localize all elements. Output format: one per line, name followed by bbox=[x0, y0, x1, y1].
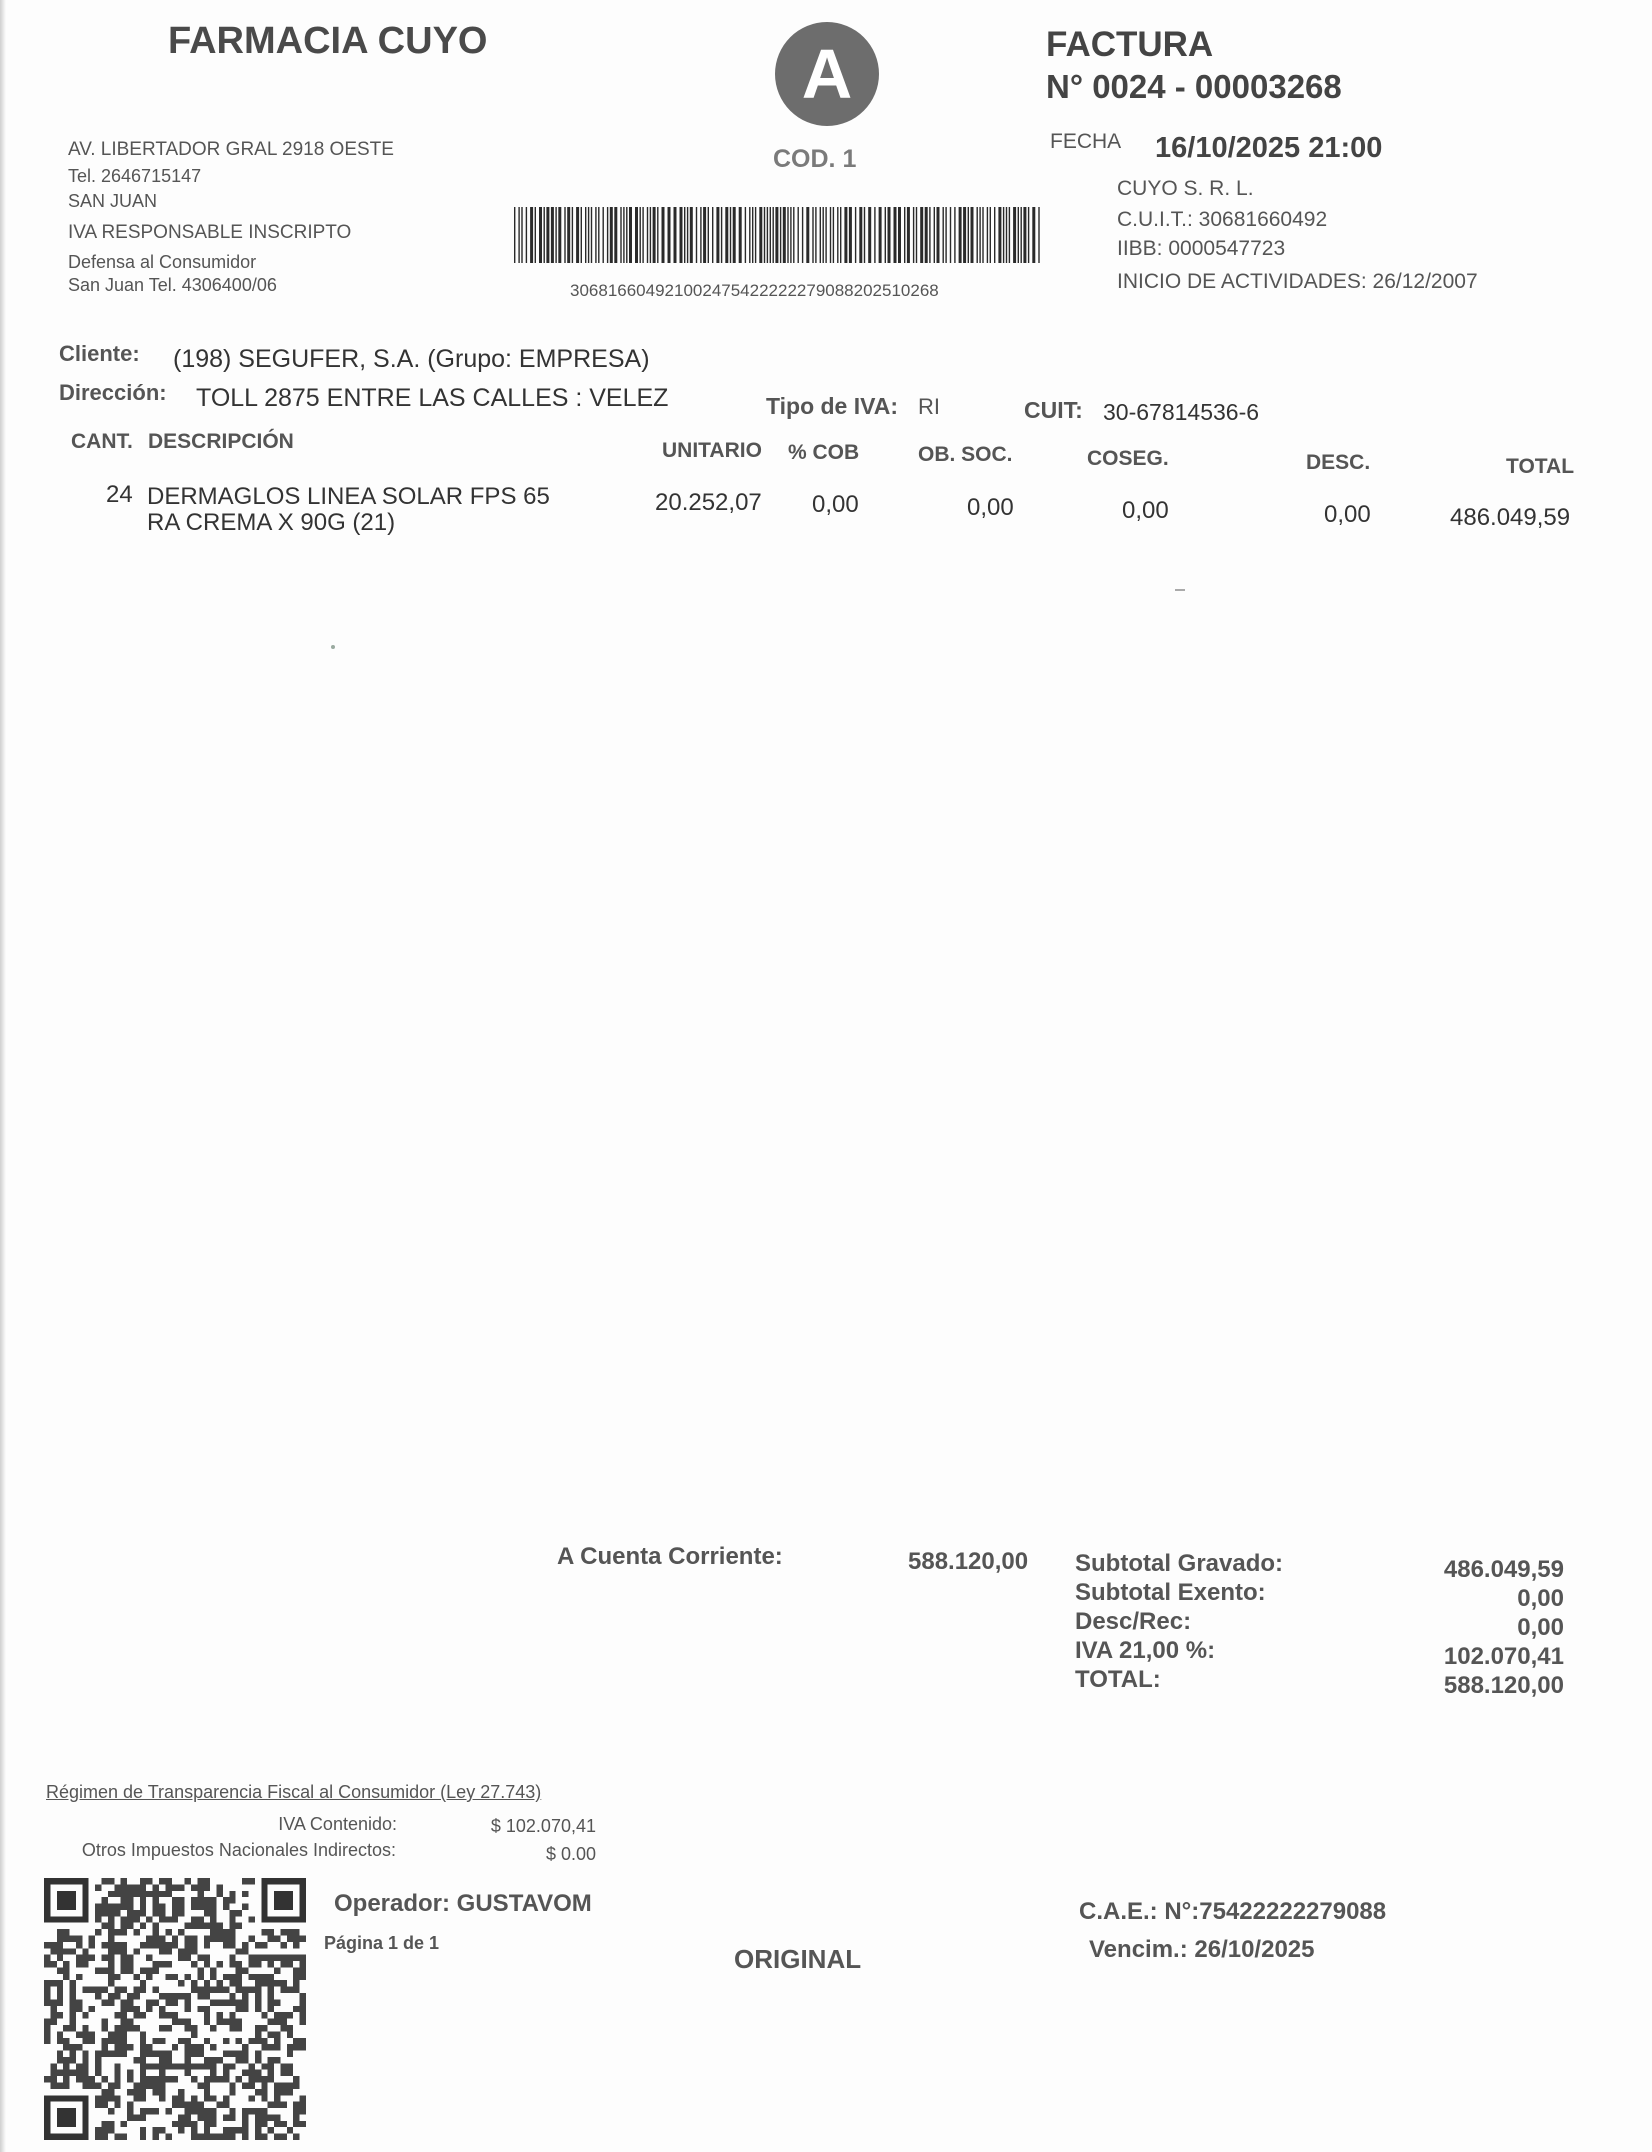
header-coseg: COSEG. bbox=[1087, 447, 1169, 470]
issuer-address: AV. LIBERTADOR GRAL 2918 OESTE bbox=[68, 139, 394, 160]
client-name: (198) SEGUFER, S.A. (Grupo: EMPRESA) bbox=[173, 345, 650, 373]
header-qty: CANT. bbox=[71, 430, 133, 453]
cae-expiry: Vencim.: 26/10/2025 bbox=[1089, 1936, 1315, 1963]
invoice-code: COD. 1 bbox=[773, 145, 857, 173]
subtotal-gravado-label: Subtotal Gravado: bbox=[1075, 1550, 1284, 1577]
header-total: TOTAL bbox=[1506, 455, 1575, 478]
client-address: TOLL 2875 ENTRE LAS CALLES : VELEZ bbox=[196, 384, 669, 412]
issuer-name: FARMACIA CUYO bbox=[168, 20, 488, 62]
row-qty: 24 bbox=[106, 481, 133, 508]
date-label: FECHA bbox=[1050, 130, 1122, 153]
invoice-letter-badge: A bbox=[775, 22, 879, 126]
subtotal-exento-label: Subtotal Exento: bbox=[1075, 1579, 1266, 1606]
client-cuit: 30-67814536-6 bbox=[1103, 399, 1260, 425]
client-label: Cliente: bbox=[59, 341, 140, 366]
iva-value: 102.070,41 bbox=[1443, 1643, 1564, 1670]
cae-number: C.A.E.: N°:75422222279088 bbox=[1079, 1898, 1387, 1925]
invoice-date: 16/10/2025 21:00 bbox=[1155, 132, 1383, 164]
transparency-iva-value: $ 102.070,41 bbox=[490, 1816, 596, 1836]
barcode-image bbox=[514, 207, 1044, 263]
invoice-number: N° 0024 - 00003268 bbox=[1046, 68, 1342, 105]
issuer-phone: Tel. 2646715147 bbox=[68, 166, 202, 186]
payment-amount: 588.120,00 bbox=[908, 1548, 1029, 1575]
header-obsoc: OB. SOC. bbox=[918, 443, 1013, 466]
total-value: 588.120,00 bbox=[1443, 1672, 1564, 1699]
subtotal-gravado-value: 486.049,59 bbox=[1443, 1556, 1564, 1583]
issuer-iva-condition: IVA RESPONSABLE INSCRIPTO bbox=[68, 222, 352, 243]
row-obsoc: 0,00 bbox=[967, 494, 1014, 521]
row-cob: 0,00 bbox=[812, 491, 859, 518]
transparency-title: Régimen de Transparencia Fiscal al Consumidor (Ley 27.743) bbox=[46, 1782, 542, 1802]
row-description-line1: DERMAGLOS LINEA SOLAR FPS 65 bbox=[147, 483, 550, 510]
subtotal-exento-value: 0,00 bbox=[1517, 1585, 1564, 1612]
page-number: Página 1 de 1 bbox=[324, 1933, 440, 1953]
issuer-city: SAN JUAN bbox=[68, 191, 158, 211]
payment-label: A Cuenta Corriente: bbox=[557, 1543, 783, 1570]
scan-mark bbox=[1175, 589, 1185, 591]
iva-label: IVA 21,00 %: bbox=[1075, 1637, 1216, 1664]
row-description-line2: RA CREMA X 90G (21) bbox=[147, 509, 396, 536]
desc-rec-value: 0,00 bbox=[1517, 1614, 1564, 1641]
invoice-title: FACTURA bbox=[1046, 25, 1214, 64]
header-description: DESCRIPCIÓN bbox=[148, 430, 294, 453]
header-desc: DESC. bbox=[1306, 451, 1371, 474]
scan-dot bbox=[331, 645, 335, 649]
row-coseg: 0,00 bbox=[1122, 497, 1169, 524]
barcode-number: 306816604921002475422222279088202510268 bbox=[570, 281, 939, 300]
scan-edge bbox=[0, 0, 6, 2152]
client-cuit-label: CUIT: bbox=[1024, 397, 1083, 423]
header-cob: % COB bbox=[788, 441, 860, 464]
company-name: CUYO S. R. L. bbox=[1117, 177, 1254, 200]
row-unit: 20.252,07 bbox=[655, 489, 762, 516]
total-label: TOTAL: bbox=[1075, 1666, 1161, 1693]
transparency-iva-label: IVA Contenido: bbox=[278, 1814, 397, 1834]
header-unit: UNITARIO bbox=[662, 439, 762, 462]
row-desc: 0,00 bbox=[1324, 501, 1371, 528]
consumer-defense: Defensa al Consumidor bbox=[68, 252, 257, 272]
iva-type-label: Tipo de IVA: bbox=[766, 393, 899, 419]
transparency-other-label: Otros Impuestos Nacionales Indirectos: bbox=[81, 1840, 396, 1860]
desc-rec-label: Desc/Rec: bbox=[1075, 1608, 1192, 1635]
company-iibb: IIBB: 0000547723 bbox=[1117, 237, 1286, 260]
operator: Operador: GUSTAVOM bbox=[334, 1890, 592, 1917]
company-cuit: C.U.I.T.: 30681660492 bbox=[1117, 208, 1328, 231]
start-activities: INICIO DE ACTIVIDADES: 26/12/2007 bbox=[1117, 270, 1478, 293]
row-total: 486.049,59 bbox=[1450, 504, 1571, 531]
address-label: Dirección: bbox=[59, 380, 167, 405]
consumer-defense-phone: San Juan Tel. 4306400/06 bbox=[68, 275, 277, 295]
copy-type: ORIGINAL bbox=[734, 1944, 862, 1974]
qr-code bbox=[44, 1878, 306, 2140]
iva-type: RI bbox=[918, 394, 940, 419]
transparency-other-value: $ 0.00 bbox=[545, 1844, 596, 1864]
